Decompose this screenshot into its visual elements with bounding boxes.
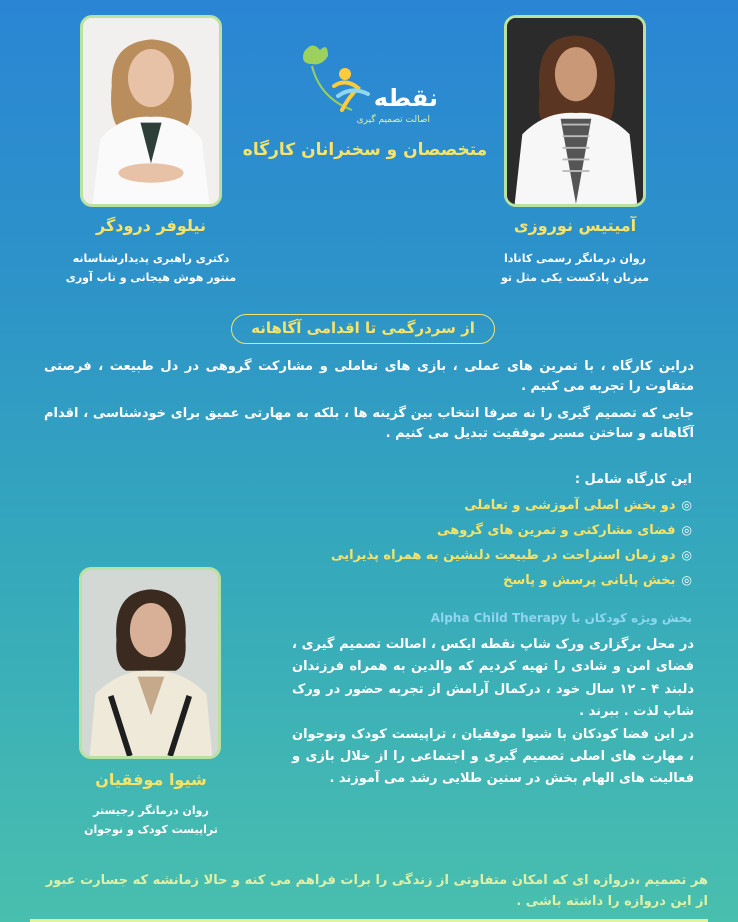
section-subtitle: متخصصان و سخنرانان کارگاه [242,140,488,160]
list-item: ◎ بخش پایانی پرسش و پاسخ [272,568,692,593]
speaker-name-niloufar: نیلوفر درودگر [96,216,206,235]
target-bullet-icon: ◎ [681,573,692,587]
intro-paragraph-2: جایی که تصمیم گیری را نه صرفا انتخاب بین گزینه ها ، بلکه به مهارتی عمیق برای خودشناسی ، اقدام آگاهانه و ساختن مسیر موفقیت تبدیل می کنیم . [44,406,694,441]
speaker-name-amitis: آمیتیس نوروزی [513,216,637,235]
includes-title: این کارگاه شامل : [574,472,692,487]
list-item: ◎ دو بخش اصلی آموزشی و تعاملی [272,493,692,518]
brand-name: نقطه [373,84,438,112]
speaker-role-amitis-2: میزبان پادکست یکی مثل تو [500,271,650,284]
speaker-role-niloufar-2: منتور هوش هیجانی و تاب آوری [65,271,237,284]
alpha-section-text [292,634,694,791]
closing-text: هر تصمیم ،دروازه ای که امکان متفاوتی از زندگی را برات فراهم می کنه و حالا زمانشه که جسارت عبور از این دروازه را داشته باشی . [45,873,708,909]
target-bullet-icon: ◎ [681,523,692,537]
speaker-role-amitis-1: روان درمانگر رسمی کانادا [504,252,646,265]
speaker-name-shiva: شیوا موفقیان [95,770,207,789]
speaker-photo-niloufar [80,15,222,207]
speaker-photo-amitis [504,15,646,207]
target-bullet-icon: ◎ [681,498,692,512]
brand-tagline: اصالت تصمیم گیری [356,115,430,125]
alpha-section-title: بخش ویژه کودکان با Alpha Child Therapy [430,611,692,625]
alpha-paragraph-2: در این فضا کودکان با شیوا موفقیان ، تراپیست کودک ونوجوان ، مهارت های اصلی تصمیم گیری و اجتماعی را از خلال بازی و فعالیت های الهام بخش در سنین طلایی رشد می آموزند . [292,726,694,787]
list-item: ◎ فضای مشارکتی و تمرین های گروهی [272,518,692,543]
list-item: ◎ دو زمان استراحت در طبیعت دلنشین به همراه پذیرایی [272,543,692,568]
target-bullet-icon: ◎ [681,548,692,562]
intro-paragraph-1: دراین کارگاه ، با تمرین های عملی ، بازی های تعاملی و مشارکت گروهی در دل طبیعت ، فرصتی متفاوت را تجربه می کنیم . [44,359,694,394]
alpha-paragraph-1: در محل برگزاری ورک شاپ نقطه ایکس ، اصالت تصمیم گیری ، فضای امن و شادی را تهیه کردیم که والدین به همراه فرزندان دلبند ۴ - ۱۲ سال خود ، درکمال آرامش از تجربه حضور در ورک شاپ لذت . ببرند . [292,637,695,720]
brand-logo [290,38,440,128]
workshop-banner: از سردرگمی تا اقدامی آگاهانه [231,314,495,344]
speaker-role-niloufar-1: دکتری راهبری پدیدارشناسانه [72,252,230,265]
speaker-role-shiva-2: تراپیست کودک و نوجوان [84,823,218,836]
includes-list [272,493,692,593]
speaker-role-shiva-1: روان درمانگر رجیستر [93,804,209,817]
speaker-photo-shiva [79,567,221,759]
